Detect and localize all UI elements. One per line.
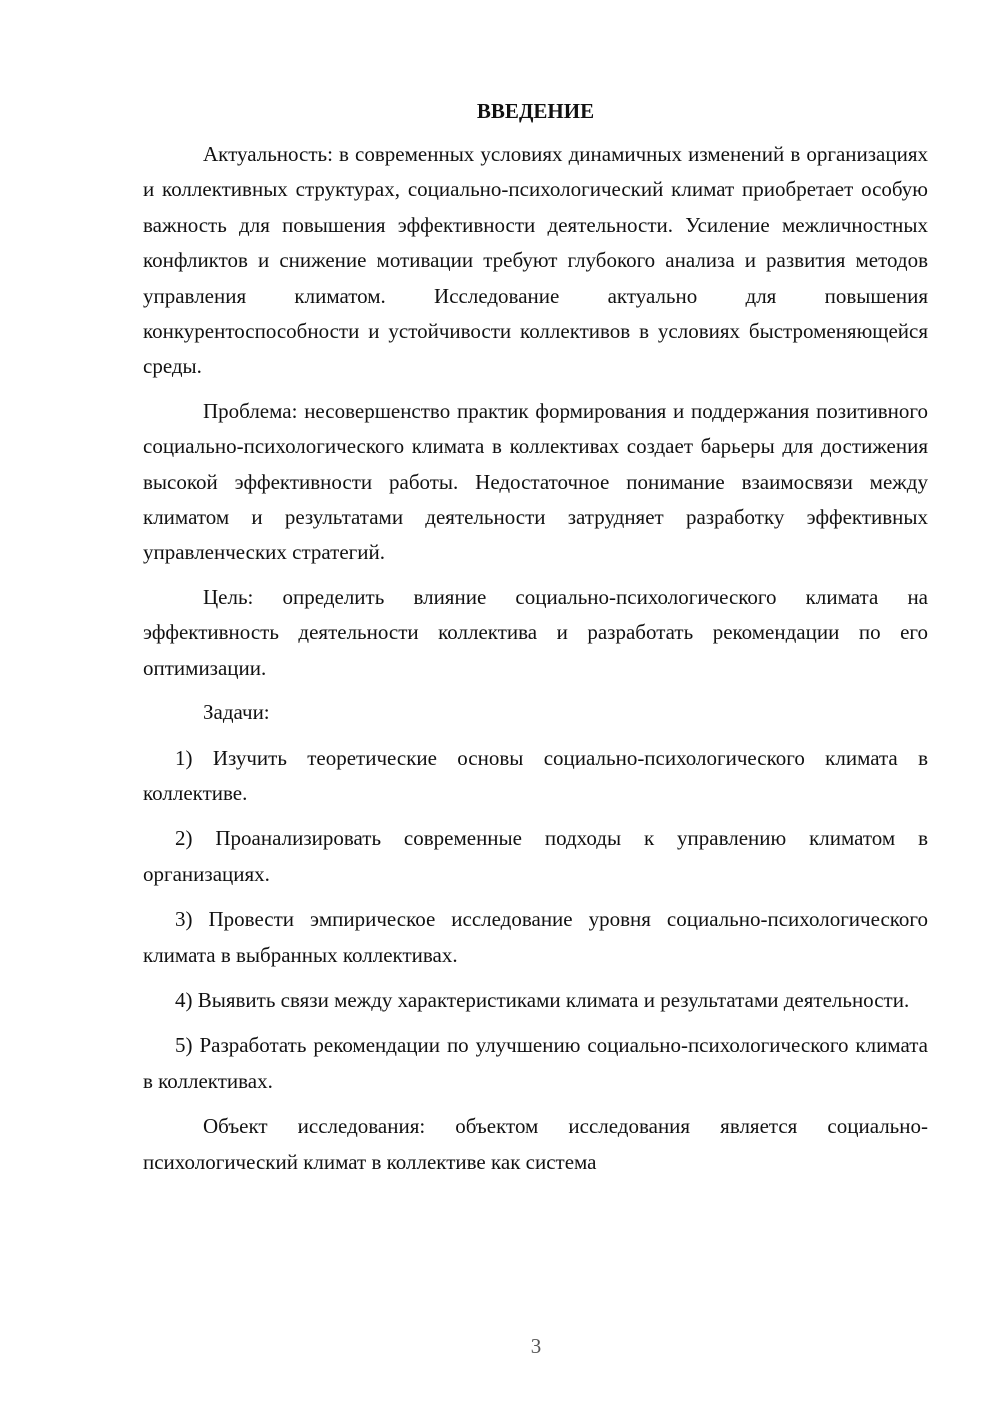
section-heading: ВВЕДЕНИЕ [476,99,595,123]
tasks-label: Задачи: [203,700,270,725]
task-item-1: 1) Изучить теоретические основы социально-психологического климата в коллективе. [143,745,928,805]
object-paragraph: Объект исследования: объектом исследования является социально-психологический климат в коллективе как система [143,1114,928,1174]
task-item-4: 4) Выявить связи между характеристиками климата и результатами деятельности. [175,987,910,1012]
task-item-2: 2) Проанализировать современные подходы к управлению климатом в организациях. [143,826,928,886]
relevance-paragraph: Актуальность: в современных условиях динамичных изменений в организациях и коллективных структурах, социально-психологический климат приобретает особую важность для повышения эффективности деятельности. Усиление межличностных конфликтов и снижение мотивации требуют глубокого анализа и развития методов управления климатом. Исследование актуально для повышения конкурентоспособности и устойчивости коллективов в условиях быстроменяющейся среды. [143,142,928,379]
problem-paragraph: Проблема: несовершенство практик формирования и поддержания позитивного социально-психологического климата в коллективах создает барьеры для достижения высокой эффективности работы. Недостаточное понимание взаимосвязи между климатом и результатами деятельности затрудняет разработку эффективных управленческих стратегий. [143,398,928,565]
page-content [143,94,928,1180]
task-item-5: 5) Разработать рекомендации по улучшению социально-психологического климата в коллективах. [143,1033,928,1093]
page-number: 3 [530,1334,542,1358]
goal-paragraph: Цель: определить влияние социально-психологического климата на эффективность деятельности коллектива и разработать рекомендации по его оптимизации. [143,584,928,680]
task-item-3: 3) Провести эмпирическое исследование уровня социально-психологического климата в выбранных коллективах. [143,907,928,967]
